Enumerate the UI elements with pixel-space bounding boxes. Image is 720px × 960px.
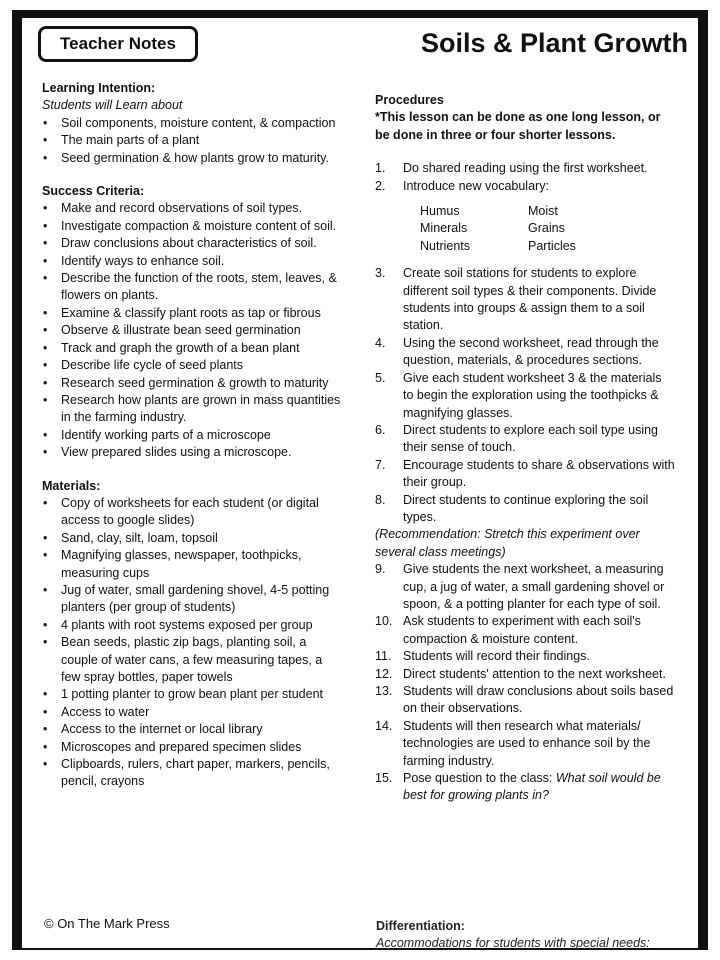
differentiation-heading: Differentiation: [376,919,465,933]
vocab-word: Grains [528,221,565,236]
list-item: • Magnifying glasses, newspaper, toothpicks, measuring cups [42,547,342,582]
list-item: 12. Direct students' attention to the next worksheet. [375,666,666,681]
list-item: • Access to the internet or local library [42,721,342,738]
list-item: 8. Direct students to continue exploring the soil types. [375,492,649,524]
list-item: • Copy of worksheets for each student (or digital access to google slides) [42,495,342,530]
list-item: • Seed germination & how plants grow to maturity. [42,150,342,167]
list-item: 4. Using the second worksheet, read through the question, materials, & procedures sections. [375,335,659,368]
vocab-word: Particles [528,238,576,253]
procedures-heading: Procedures [375,93,444,107]
page-title: Soils & Plant Growth [420,28,688,58]
list-item: 14. Students will then research what materials/ technologies are used to enhance soil by the farming industry. [375,718,651,768]
list-item: • Identify ways to enhance soil. [42,253,342,270]
list-item: • 4 plants with root systems exposed per group [42,617,342,634]
list-item: 13. Students will draw conclusions about soils based on their observations. [375,684,674,716]
list-item: • Describe the function of the roots, stem, leaves, & flowers on plants. [42,270,342,305]
copyright-footer: © On The Mark Press [44,916,170,931]
overflow-text [376,918,650,953]
procedure-steps-c [375,561,675,805]
learning-intention-heading: Learning Intention: [42,81,156,95]
teacher-notes-badge: Teacher Notes [38,26,198,62]
vocab-word: Minerals [420,221,468,236]
materials-list [42,495,342,791]
procedures-note: *This lesson can be done as one long lesson, or be done in three or four shorter lessons. [375,110,661,142]
list-item: 9. Give students the next worksheet, a measuring cup, a jug of water, a small gardening shovel or spoon, & a potting planter for each type of soil. [375,562,665,611]
list-item: 11. Students will record their findings. [375,649,590,664]
list-item: 10. Ask students to experiment with each soil's compaction & moisture content. [375,614,641,646]
list-item: • View prepared slides using a microscope. [42,444,342,461]
list-item: • Track and graph the growth of a bean plant [42,340,342,357]
vocab-word: Moist [528,204,558,219]
vocab-word: Humus [420,204,460,219]
list-item: • Make and record observations of soil types. [42,200,342,217]
list-item: • Sand, clay, silt, loam, topsoil [42,530,342,547]
learning-intention-list [42,115,342,167]
learning-intention-intro: Students will Learn about [42,98,183,113]
document-page [22,18,698,948]
procedure-steps-b [375,265,675,526]
success-criteria-list [42,200,342,461]
list-item: 5. Give each student worksheet 3 & the materials to begin the exploration using the toothpicks & magnifying glasses. [375,370,662,420]
procedure-steps-a [375,160,675,195]
list-item: • Investigate compaction & moisture content of soil. [42,218,342,235]
success-criteria-heading: Success Criteria: [42,184,145,199]
list-item: • Jug of water, small gardening shovel, 4-5 potting planters (per group of students) [42,582,342,617]
materials-heading: Materials: [42,478,101,493]
left-column [42,80,342,791]
list-item: • 1 potting planter to grow bean plant per student [42,686,342,703]
list-item: • Soil components, moisture content, & compaction [42,115,342,132]
list-item: • Draw conclusions about characteristics of soil. [42,235,342,252]
list-item: 15. Pose question to the class: What soil would be best for growing plants in? [375,771,661,803]
closing-question: What soil would be best for growing plants in? [403,771,661,803]
list-item: • Bean seeds, plastic zip bags, planting soil, a couple of water cans, a few measuring tapes, a few spray bottles, paper towels [42,634,342,686]
list-item: • Access to water [42,704,342,721]
list-item: 6. Direct students to explore each soil type using their sense of touch. [375,422,658,455]
accommodations-text: Accommodations for students with special needs: [376,936,650,951]
list-item: 2. Introduce new vocabulary: [375,178,549,193]
list-item: • Research seed germination & growth to maturity [42,375,342,392]
list-item: • Describe life cycle of seed plants [42,357,342,374]
list-item: 1. Do shared reading using the first worksheet. [375,161,648,176]
list-item: 7. Encourage students to share & observations with their group. [375,457,675,490]
right-column [375,92,675,805]
vocab-word: Nutrients [420,238,471,253]
list-item: • Microscopes and prepared specimen slides [42,739,342,756]
list-item: • Observe & illustrate bean seed germination [42,322,342,339]
list-item: • Identify working parts of a microscope [42,427,342,444]
recommendation-note: (Recommendation: Stretch this experiment over several class meetings) [375,527,640,559]
list-item: • Clipboards, rulers, chart paper, markers, pencils, pencil, crayons [42,756,342,791]
list-item: • Research how plants are grown in mass quantities in the farming industry. [42,392,342,427]
vocabulary-list [375,203,675,255]
list-item: 3. Create soil stations for students to explore different soil types & their components. Divide students into groups & assign them to a soil station. [375,266,657,333]
list-item: • The main parts of a plant [42,132,342,149]
list-item: • Examine & classify plant roots as tap or fibrous [42,305,342,322]
